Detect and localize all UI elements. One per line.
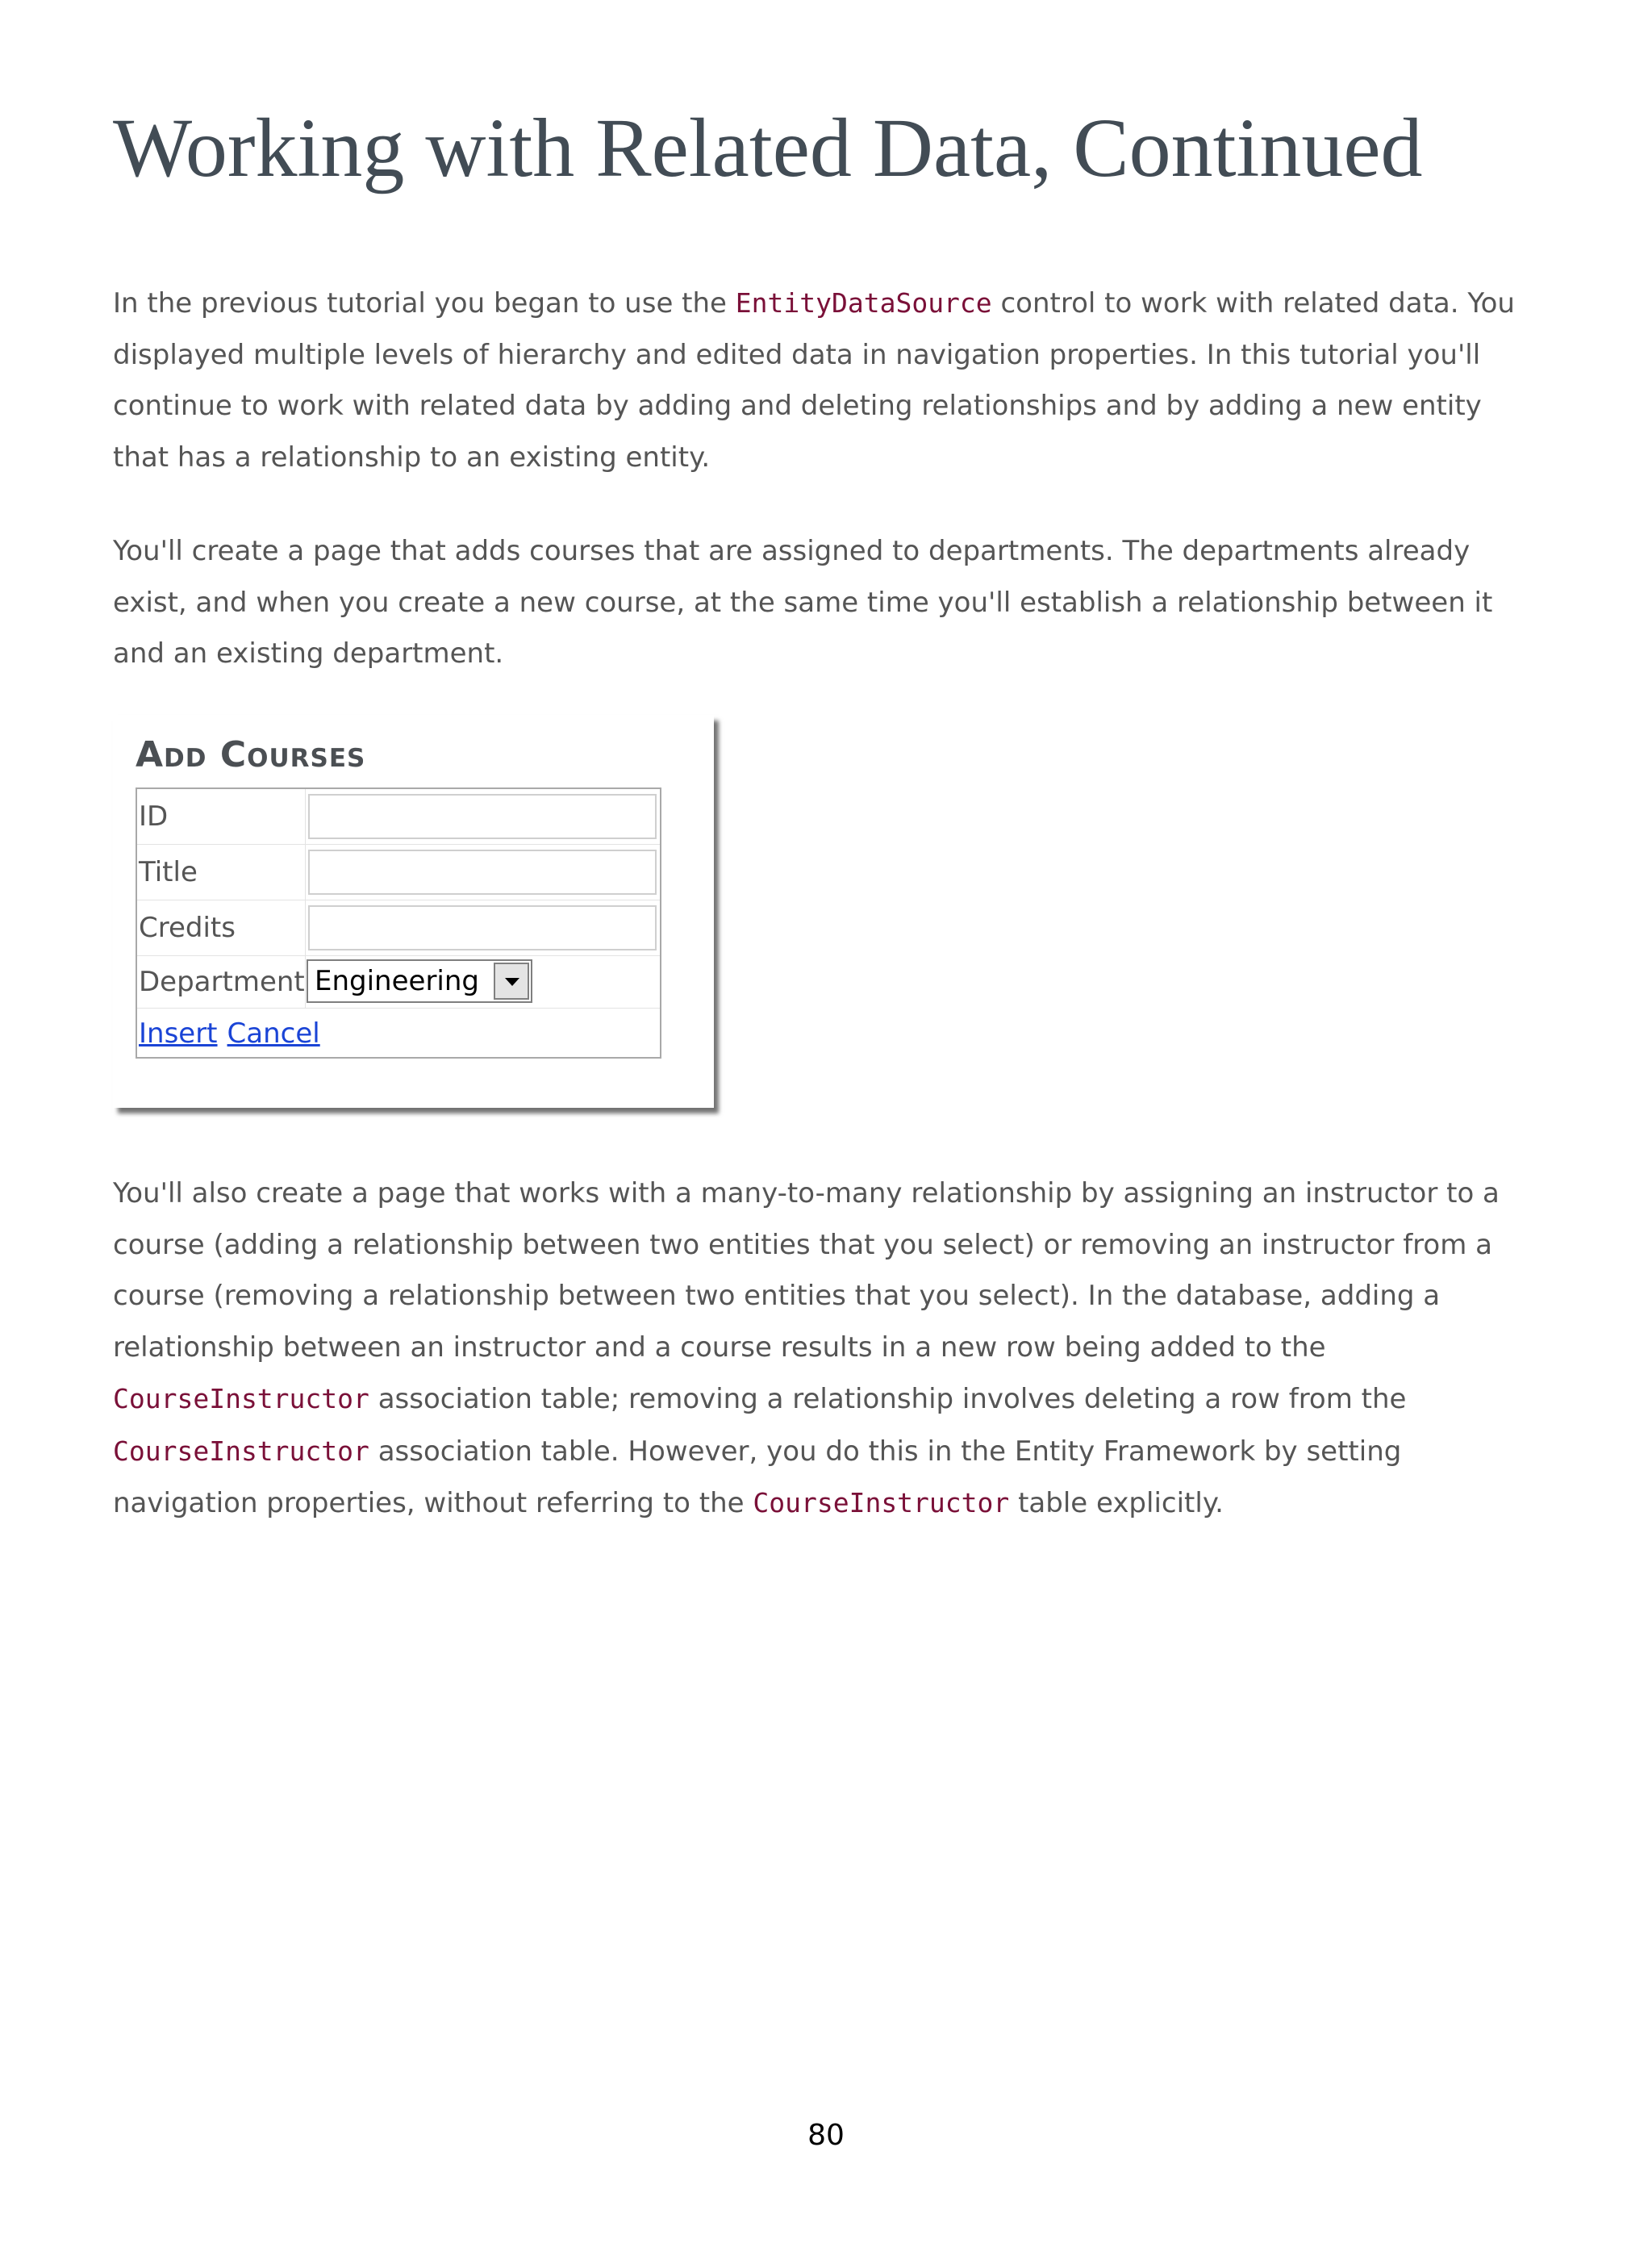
- text-run: association table; removing a relationship involves deleting a row from the: [369, 1383, 1407, 1415]
- insert-link[interactable]: Insert: [139, 1017, 218, 1050]
- credits-label: Credits: [137, 900, 306, 955]
- department-label: Department: [137, 956, 306, 1008]
- chevron-down-icon[interactable]: [494, 963, 529, 1000]
- text-run: In the previous tutorial you began to use the: [113, 287, 736, 320]
- text-run: control to work with related data. You displayed multiple levels of hierarchy and edited data in navigation properties. In this tutorial you'll continue to work with related data by adding and deleting relationships and by adding a new entity that has a relationship to an existing entity.: [113, 287, 1515, 474]
- inline-code: CourseInstructor: [113, 1383, 369, 1414]
- form-actions: [139, 1011, 320, 1055]
- department-select[interactable]: [307, 959, 532, 1003]
- intro-paragraph: [113, 278, 1542, 483]
- title-input[interactable]: [308, 850, 657, 895]
- form-heading: Add Courses: [136, 734, 366, 775]
- text-run: table explicitly.: [1009, 1487, 1224, 1519]
- page-number: 80: [807, 2119, 845, 2152]
- department-selected-value: Engineering: [315, 965, 479, 997]
- form-row-credits: [137, 900, 660, 956]
- text-run: association table. However, you do this in the Entity Framework by setting navigation properties, without referring to the: [113, 1435, 1402, 1519]
- credits-input[interactable]: [308, 905, 657, 950]
- form-row-title: [137, 845, 660, 900]
- inline-code: CourseInstructor: [753, 1487, 1010, 1519]
- add-course-form: [136, 787, 661, 1059]
- cancel-link[interactable]: Cancel: [227, 1017, 320, 1050]
- description-paragraph: You'll create a page that adds courses that are assigned to departments. The departments already exist, and when you create a new course, at the same time you'll establish a relationship between it and an existing department.: [113, 535, 1493, 670]
- inline-code: EntityDataSource: [735, 287, 992, 319]
- add-courses-screenshot: [113, 715, 714, 1108]
- text-run: You'll also create a page that works with a many-to-many relationship by assigning an instructor to a course (adding a relationship between two entities that you select) or removing an instructor from a course (removing a relationship between two entities that you select). In the database, adding a relationship between an instructor and a course results in a new row being added to the: [113, 1177, 1500, 1364]
- id-label: ID: [137, 789, 306, 844]
- inline-code: CourseInstructor: [113, 1435, 369, 1467]
- page-title: Working with Related Data, Continued: [113, 102, 1423, 194]
- many-to-many-paragraph: [113, 1168, 1542, 1530]
- form-row-department: [137, 956, 660, 1009]
- id-input[interactable]: [308, 794, 657, 839]
- form-row-id: [137, 789, 660, 845]
- title-label: Title: [137, 845, 306, 900]
